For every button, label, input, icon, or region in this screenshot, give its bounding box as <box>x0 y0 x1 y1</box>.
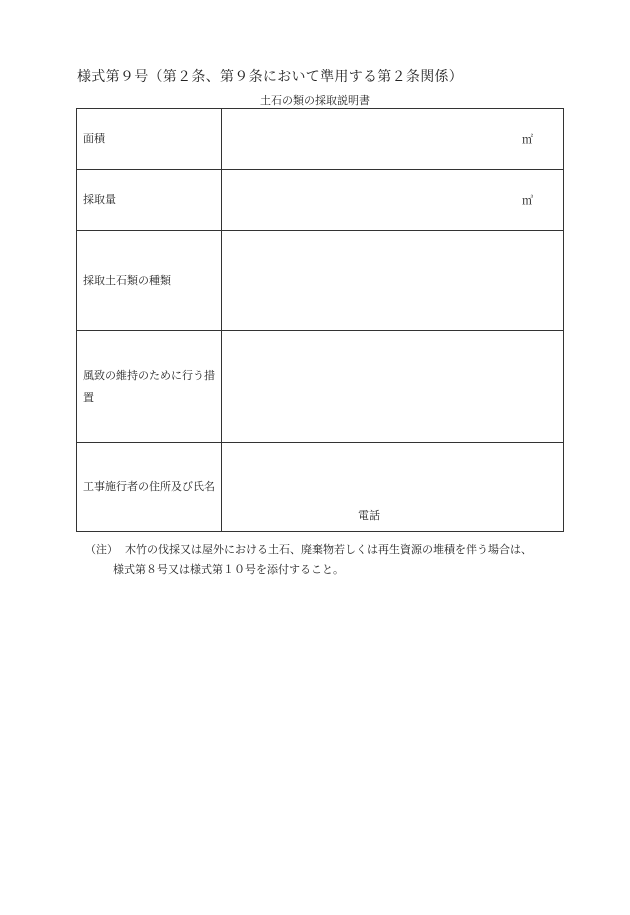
row-label-scenery-measures: 風致の維持のために行う措置 <box>77 331 222 443</box>
note-text-1: 木竹の伐採又は屋外における土石、廃棄物若しくは再生資源の堆積を伴う場合は、 <box>125 543 532 556</box>
form-number: 様式第９号（第２条、第９条において準用する第２条関係） <box>77 69 464 85</box>
note-text-2: 様式第８号又は様式第１０号を添付すること。 <box>113 563 344 576</box>
table-row <box>77 170 564 231</box>
area-value-field[interactable] <box>222 109 564 170</box>
scenery-measures-field[interactable] <box>222 331 564 443</box>
form-title: 土石の類の採取説明書 <box>260 94 370 107</box>
row-label-contractor: 工事施行者の住所及び氏名 <box>77 443 222 532</box>
note-mark: （注） <box>85 543 118 556</box>
soil-type-field[interactable] <box>222 231 564 331</box>
unit-square-meter: ㎡ <box>522 133 533 146</box>
application-form-table <box>76 108 564 532</box>
table-row <box>77 331 564 443</box>
phone-label: 電話 <box>358 509 380 522</box>
extraction-volume-field[interactable] <box>222 170 564 231</box>
footnote-line-1 <box>85 540 565 560</box>
contractor-field[interactable] <box>222 443 564 532</box>
table-row <box>77 231 564 331</box>
unit-cubic-meter: ㎥ <box>522 194 533 207</box>
row-label-extraction-volume: 採取量 <box>77 170 222 231</box>
table-row <box>77 443 564 532</box>
table-row <box>77 109 564 170</box>
row-label-soil-type: 採取土石類の種類 <box>77 231 222 331</box>
row-label-area: 面積 <box>77 109 222 170</box>
footnote <box>85 540 565 580</box>
